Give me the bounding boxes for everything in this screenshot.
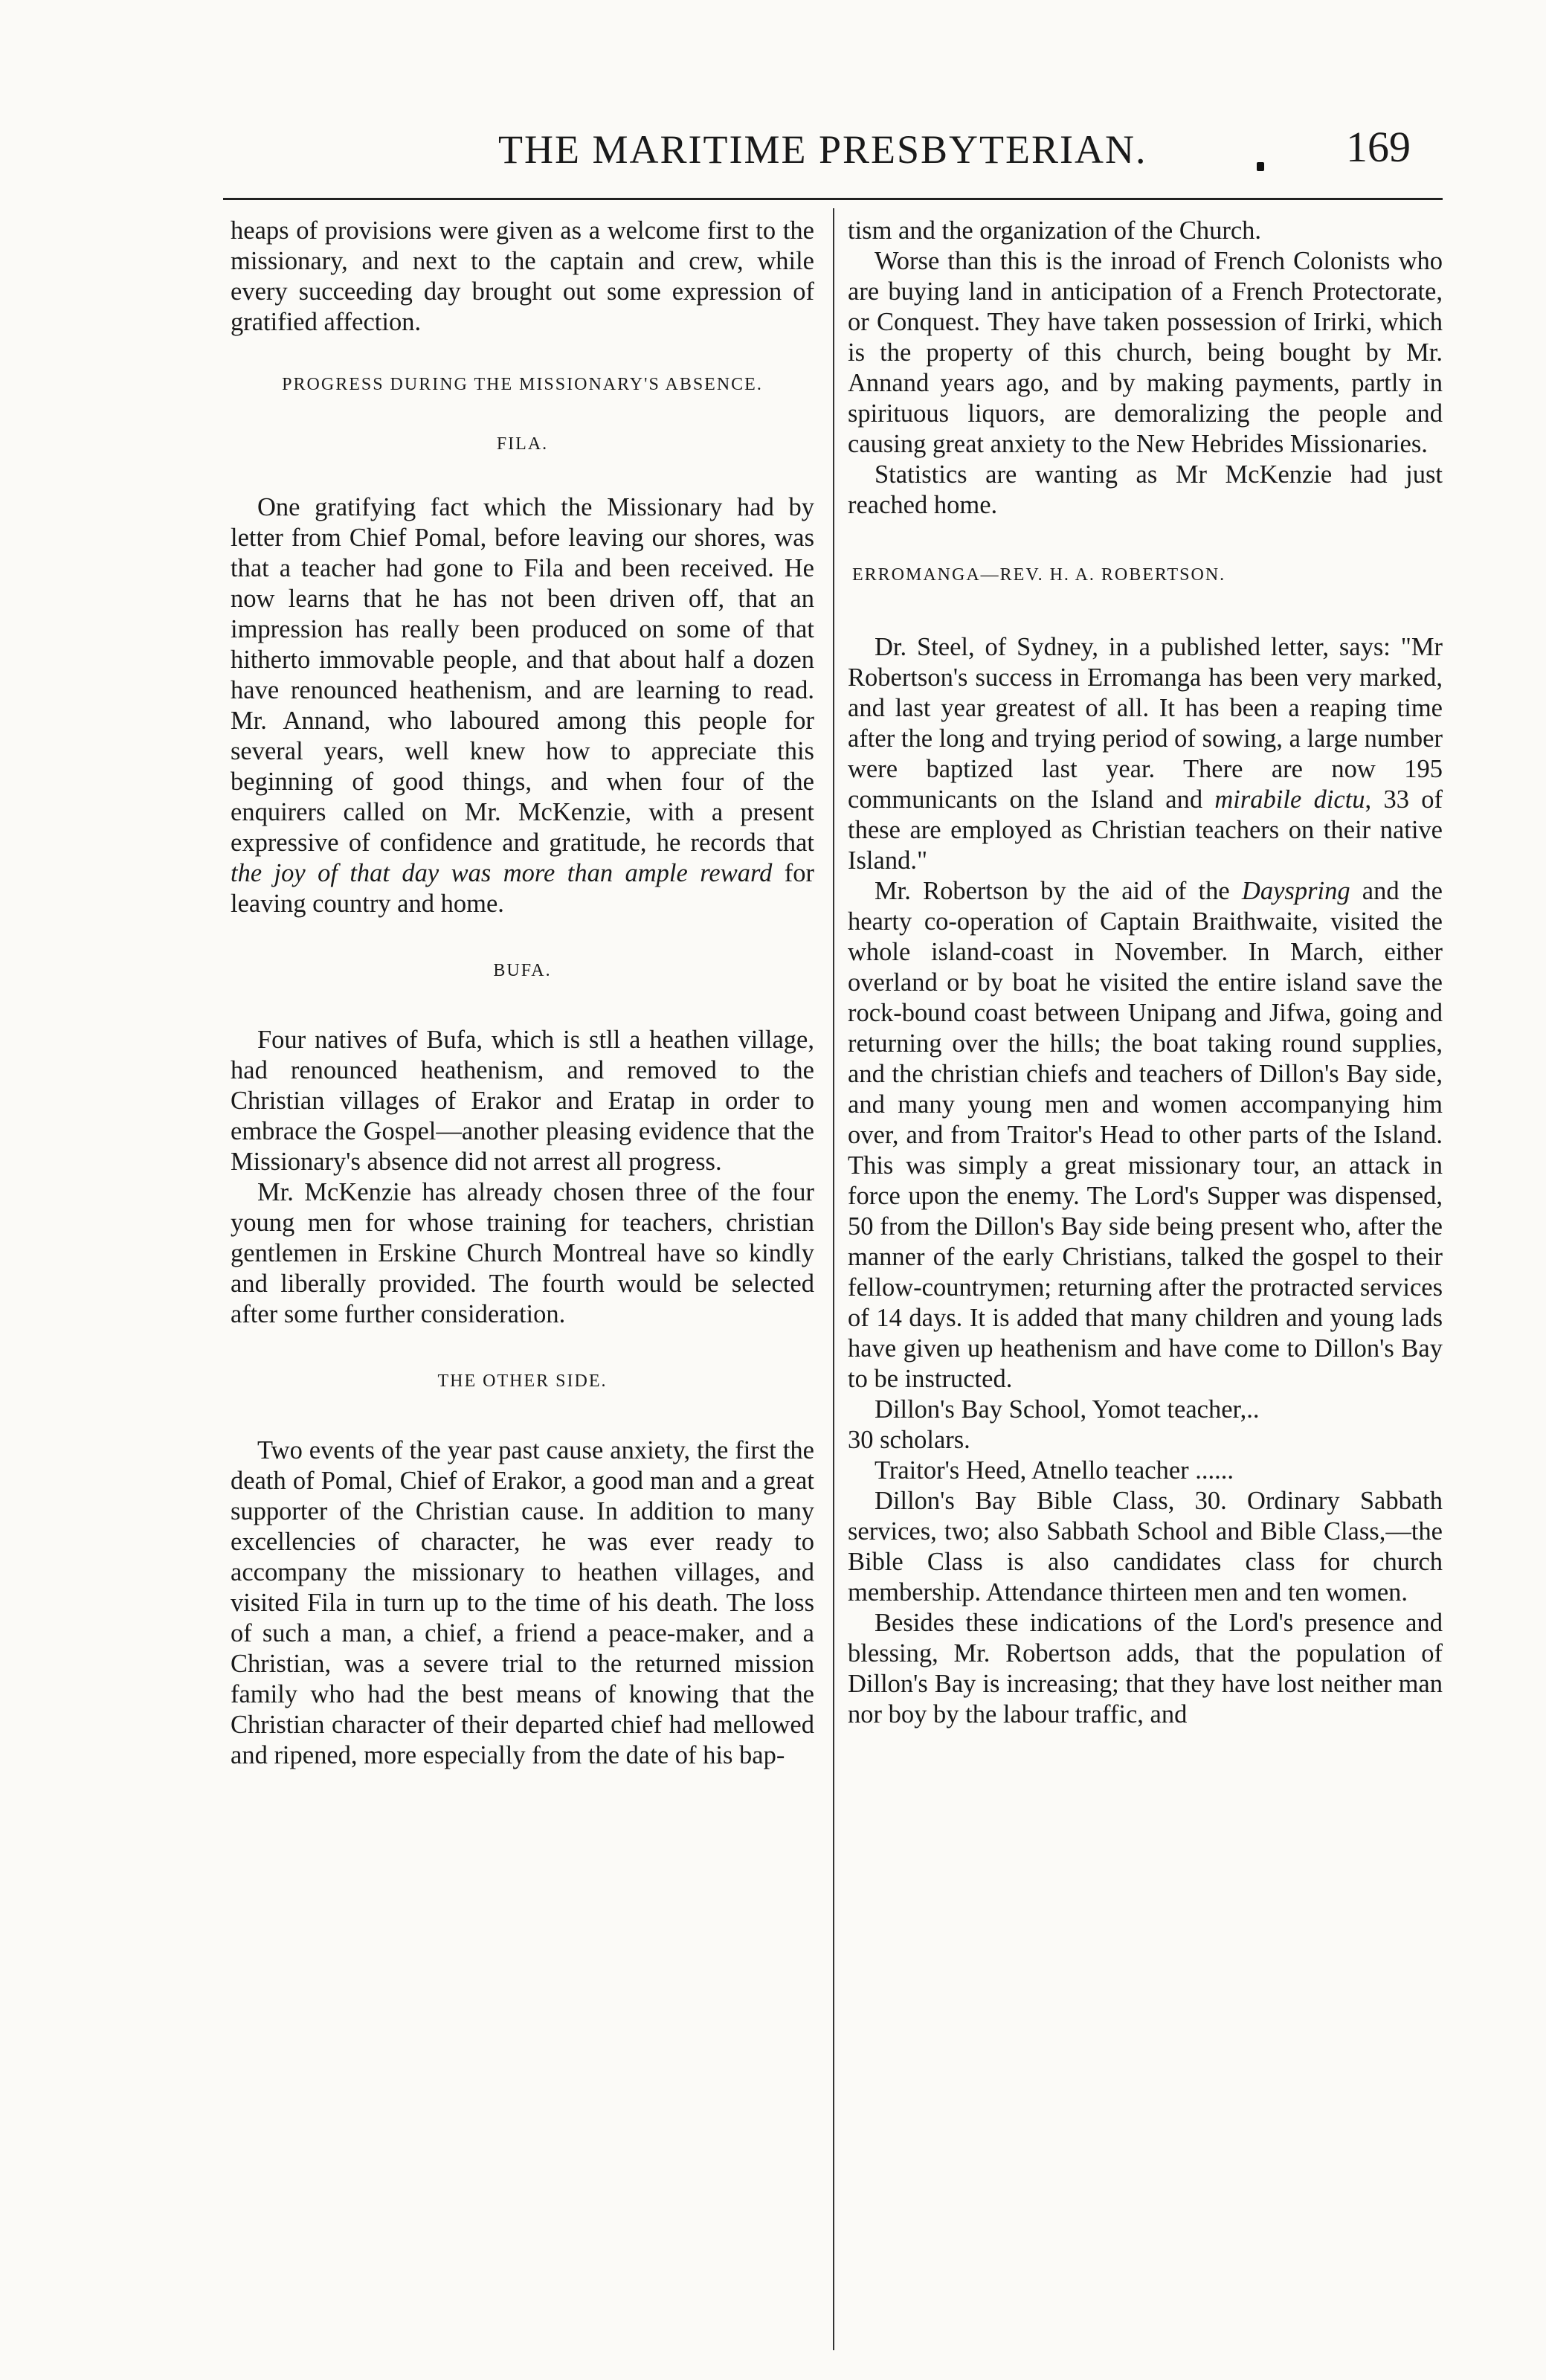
paragraph: Worse than this is the inroad of French Colonists who are buying land in anticipation of a French Protectorate, or Conquest. They have taken possession of Irirki, which is the property of this church, being bought by Mr. Annand years ago, and by making payments, partly in spirituous liquors, are demoralizing the people and causing great anxiety to the New Hebrides Missionaries. [848, 247, 1443, 458]
italic-text: mirabile dictu [1214, 785, 1365, 814]
header-rule [223, 198, 1443, 200]
italic-text: Dayspring [1241, 877, 1350, 905]
paragraph: Statistics are wanting as Mr McKenzie had just reached home. [848, 460, 1443, 519]
section-heading: ERROMANGA—REV. H. A. ROBERTSON. [852, 565, 1226, 585]
paragraph: Dillon's Bay Bible Class, 30. Ordinary Sabbath services, two; also Sabbath School and Bible Class,—the Bible Class is also candidates class for church membership. Attendance thirteen men and ten women. [848, 1487, 1443, 1606]
paragraph [848, 876, 1443, 1395]
ink-dot [1257, 162, 1264, 171]
list-item: Traitor's Heed, Atnello teacher ...... [875, 1456, 1234, 1485]
text-run: for leaving country and home. [231, 859, 814, 918]
text-run: Dr. Steel, of Sydney, in a published letter, says: "Mr Robertson's success in Erromanga has been very marked, and last year greatest of all. It has been a reaping time after the long and trying period of sowing, a large number were baptized last year. There are now 195 communicants on the Island and [848, 633, 1443, 814]
paragraph [848, 632, 1443, 876]
page-number: 169 [1346, 123, 1411, 171]
paragraph: Besides these indications of the Lord's presence and blessing, Mr. Robertson adds, that the population of Dillon's Bay is increasing; that they have lost neither man nor boy by the labour traffic, and [848, 1609, 1443, 1728]
text-run: One gratifying fact which the Missionary had by letter from Chief Pomal, before leaving our shores, was that a teacher had gone to Fila and been received. He now learns that he has not been driven off, that an impression has really been produced on some of that hitherto immovable people, and that about half a dozen have renounced heathenism, and are learning to read. Mr. Annand, who laboured among this people for several years, well knew how to appreciate this beginning of good things, and when four of the enquirers called on Mr. McKenzie, with a present expressive of confidence and gratitude, he records that [231, 493, 814, 857]
paragraph: Mr. McKenzie has already chosen three of the four young men for whose training for teachers, christian gentlemen in Erskine Church Montreal have so kindly and liberally provided. The fourth would be selected after some further consideration. [231, 1178, 814, 1328]
text-run: Mr. Robertson by the aid of the [875, 877, 1242, 905]
list-item: 30 scholars. [848, 1426, 970, 1454]
paragraph [231, 492, 814, 919]
subsection-heading: FILA. [496, 434, 549, 454]
paragraph: heaps of provisions were given as a welcome first to the missionary, and next to the captain and crew, while every succeeding day brought out some expression of gratified affection. [231, 216, 814, 336]
left-column [231, 216, 814, 1771]
paragraph: Four natives of Bufa, which is stll a heathen village, had renounced heathenism, and removed to the Christian villages of Erakor and Eratap in order to embrace the Gospel—another pleasing evidence that the Missionary's absence did not arrest all progress. [231, 1026, 814, 1176]
paragraph: Two events of the year past cause anxiety, the first the death of Pomal, Chief of Erakor, a good man and a great supporter of the Christian cause. In addition to many excellencies of character, he was ever ready to accompany the missionary to heathen villages, and visited Fila in turn up to the time of his death. The loss of such a man, a chief, a friend a peace-maker, and a Christian, was a severe trial to the returned mission family who had the best means of knowing that the Christian character of their departed chief had mellowed and ripened, more especially from the date of his bap- [231, 1436, 814, 1769]
subsection-heading: THE OTHER SIDE. [437, 1371, 608, 1391]
section-heading: PROGRESS DURING THE MISSIONARY'S ABSENCE. [282, 375, 763, 394]
running-header [223, 119, 1443, 186]
text-run: , 33 of these are employed as Christian teachers on their native Island." [848, 785, 1443, 875]
text-run: and the hearty co-operation of Captain Braithwaite, visited the whole island-coast in November. In March, either overland or by boat he visited the entire island save the rock-bound coast between Unipang and Jifwa, going and returning over the hills; the boat taking round supplies, and the christian chiefs and teachers of Dillon's Bay side, and many young men and women accompanying him over, and from Traitor's Head to other parts of the Island. This was simply a great missionary tour, an attack in force upon the enemy. The Lord's Supper was dispensed, 50 from the Dillon's Bay side being present who, after the manner of the early Christians, talked the gospel to their fellow-countrymen; returning after the protracted services of 14 days. It is added that many children and young lads have given up heathenism and have come to Dillon's Bay to be instructed. [848, 877, 1443, 1393]
paragraph: tism and the organization of the Church. [848, 216, 1262, 245]
right-column [848, 216, 1443, 1730]
italic-text: the joy of that day was more than ample reward [231, 859, 773, 887]
subsection-heading: BUFA. [493, 961, 552, 980]
column-divider [833, 208, 834, 2350]
list-item: Dillon's Bay School, Yomot teacher,.. [875, 1395, 1260, 1424]
journal-title: THE MARITIME PRESBYTERIAN. [498, 127, 1147, 172]
